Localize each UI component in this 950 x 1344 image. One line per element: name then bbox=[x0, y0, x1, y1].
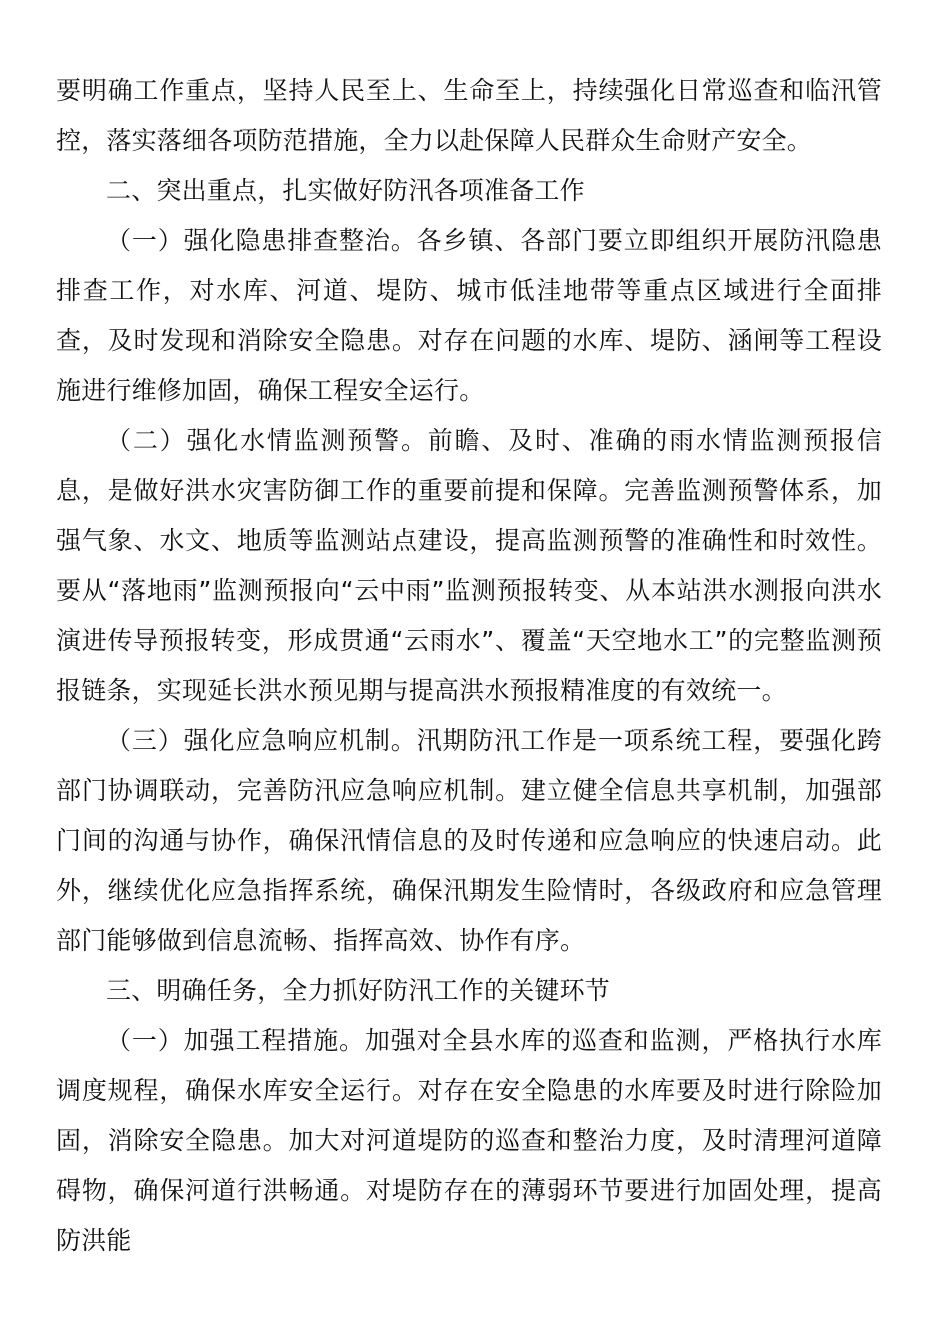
document-body bbox=[56, 66, 882, 1266]
section-heading-3: 三、明确任务，全力抓好防汛工作的关键环节 bbox=[106, 976, 611, 1005]
paragraph-hazard-inspection: （一）强化隐患排查整治。各乡镇、各部门要立即组织开展防汛隐患排查工作，对水库、河道、堤防、城市低洼地带等重点区域进行全面排查，及时发现和消除安全隐患。对存在问题的水库、堤防、涵闸等工程设施进行维修加固，确保工程安全运行。 bbox=[56, 226, 882, 405]
paragraph-emergency-response: （三）强化应急响应机制。汛期防汛工作是一项系统工程，要强化跨部门协调联动，完善防汛应急响应机制。建立健全信息共享机制，加强部门间的沟通与协作，确保汛情信息的及时传递和应急响应的快速启动。此外，继续优化应急指挥系统，确保汛期发生险情时，各级政府和应急管理部门能够做到信息流畅、指挥高效、协作有序。 bbox=[56, 726, 882, 955]
section-heading-2: 二、突出重点，扎实做好防汛各项准备工作 bbox=[106, 176, 585, 205]
paragraph-engineering-measures: （一）加强工程措施。加强对全县水库的巡查和监测，严格执行水库调度规程，确保水库安全运行。对存在安全隐患的水库要及时进行除险加固，消除安全隐患。加大对河道堤防的巡查和整治力度，及时清理河道障碍物，确保河道行洪畅通。对堤防存在的薄弱环节要进行加固处理，提高防洪能 bbox=[56, 1026, 882, 1255]
paragraph-continuation: 要明确工作重点，坚持人民至上、生命至上，持续强化日常巡查和临汛管控，落实落细各项防范措施，全力以赴保障人民群众生命财产安全。 bbox=[56, 76, 882, 155]
paragraph-water-monitoring: （二）强化水情监测预警。前瞻、及时、准确的雨水情监测预报信息，是做好洪水灾害防御工作的重要前提和保障。完善监测预警体系，加强气象、水文、地质等监测站点建设，提高监测预警的准确性和时效性。要从“落地雨”监测预报向“云中雨”监测预报转变、从本站洪水测报向洪水演进传导预报转变，形成贯通“云雨水”、覆盖“天空地水工”的完整监测预报链条，实现延长洪水预见期与提高洪水预报精准度的有效统一。 bbox=[56, 426, 882, 705]
